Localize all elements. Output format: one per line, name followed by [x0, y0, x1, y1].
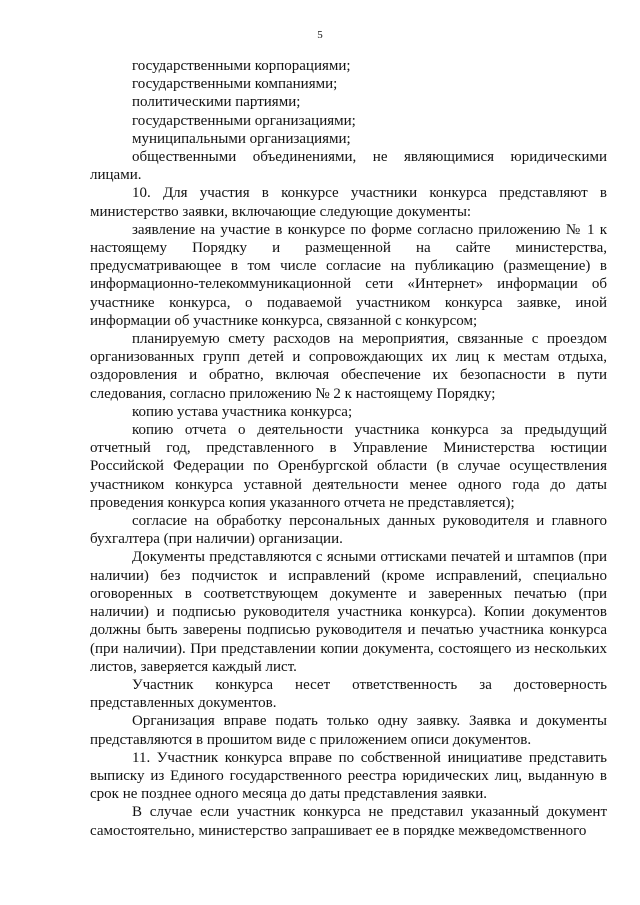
paragraph: государственными корпорациями; — [132, 58, 351, 74]
paragraph: Участник конкурса несет ответственность за достоверность представленных документов. — [90, 676, 607, 712]
paragraph: общественными объединениями, не являющимися юридическими лицами. — [90, 149, 607, 184]
paragraph: государственными организациями; — [132, 112, 356, 129]
paragraph: заявление на участие в конкурсе по форме согласно приложению № 1 к настоящему Порядку и размещенной на сайте министерства, предусматривающее в том числе согласие на публикацию (размещение) в информационно-телекоммуникационной сети «Интернет» информации об участнике конкурса, о подаваемой участником конкурса заявке, иной информации об участнике конкурса, связанной с конкурсом; — [90, 221, 607, 329]
page-number: 5 — [317, 29, 323, 41]
paragraph: планируемую смету расходов на мероприятия, связанные с проездом организованных групп детей и сопровождающих их лиц к местам отдыха, оздоровления и обратно, включая обеспечение их безопасности в пути следования, согласно приложению № 2 к настоящему Порядку; — [90, 331, 607, 402]
document-body — [90, 57, 607, 840]
paragraph: согласие на обработку персональных данных руководителя и главного бухгалтера (при наличии) организации. — [90, 513, 607, 548]
paragraph: копию отчета о деятельности участника конкурса за предыдущий отчетный год, представленного в Управление Министерства юстиции Российской Федерации по Оренбургской области (в случае осуществления участником конкурса уставной деятельности менее одного года до даты проведения конкурса копия указанного отчета не представляется); — [90, 422, 607, 511]
paragraph: политическими партиями; — [132, 94, 301, 111]
paragraph: 11. Участник конкурса вправе по собственной инициативе представить выписку из Единого государственного реестра юридических лиц, выданную в срок не позднее одного месяца до даты представления заявки. — [90, 749, 607, 803]
paragraph: муниципальными организациями; — [132, 130, 351, 147]
paragraph: государственными компаниями; — [132, 76, 338, 93]
paragraph: В случае если участник конкурса не представил указанный документ самостоятельно, министерство запрашивает ее в порядке межведомственного — [90, 804, 607, 839]
paragraph: копию устава участника конкурса; — [132, 403, 353, 420]
paragraph: 10. Для участия в конкурсе участники конкурса представляют в министерство заявки, включающие следующие документы: — [90, 185, 607, 220]
paragraph: Организация вправе подать только одну заявку. Заявка и документы представляются в прошитом виде с приложением описи документов. — [90, 713, 607, 748]
paragraph: Документы представляются с ясными оттисками печатей и штампов (при наличии) без подчисток и исправлений (кроме исправлений, специально оговоренных в соответствующем документе и заверенных печатью (при наличии) и подписью руководителя участника конкурса). Копии документов должны быть заверены подписью руководителя и печатью участника конкурса (при наличии). При представлении копии документа, состоящего из нескольких листов, заверяется каждый лист. — [90, 549, 607, 675]
